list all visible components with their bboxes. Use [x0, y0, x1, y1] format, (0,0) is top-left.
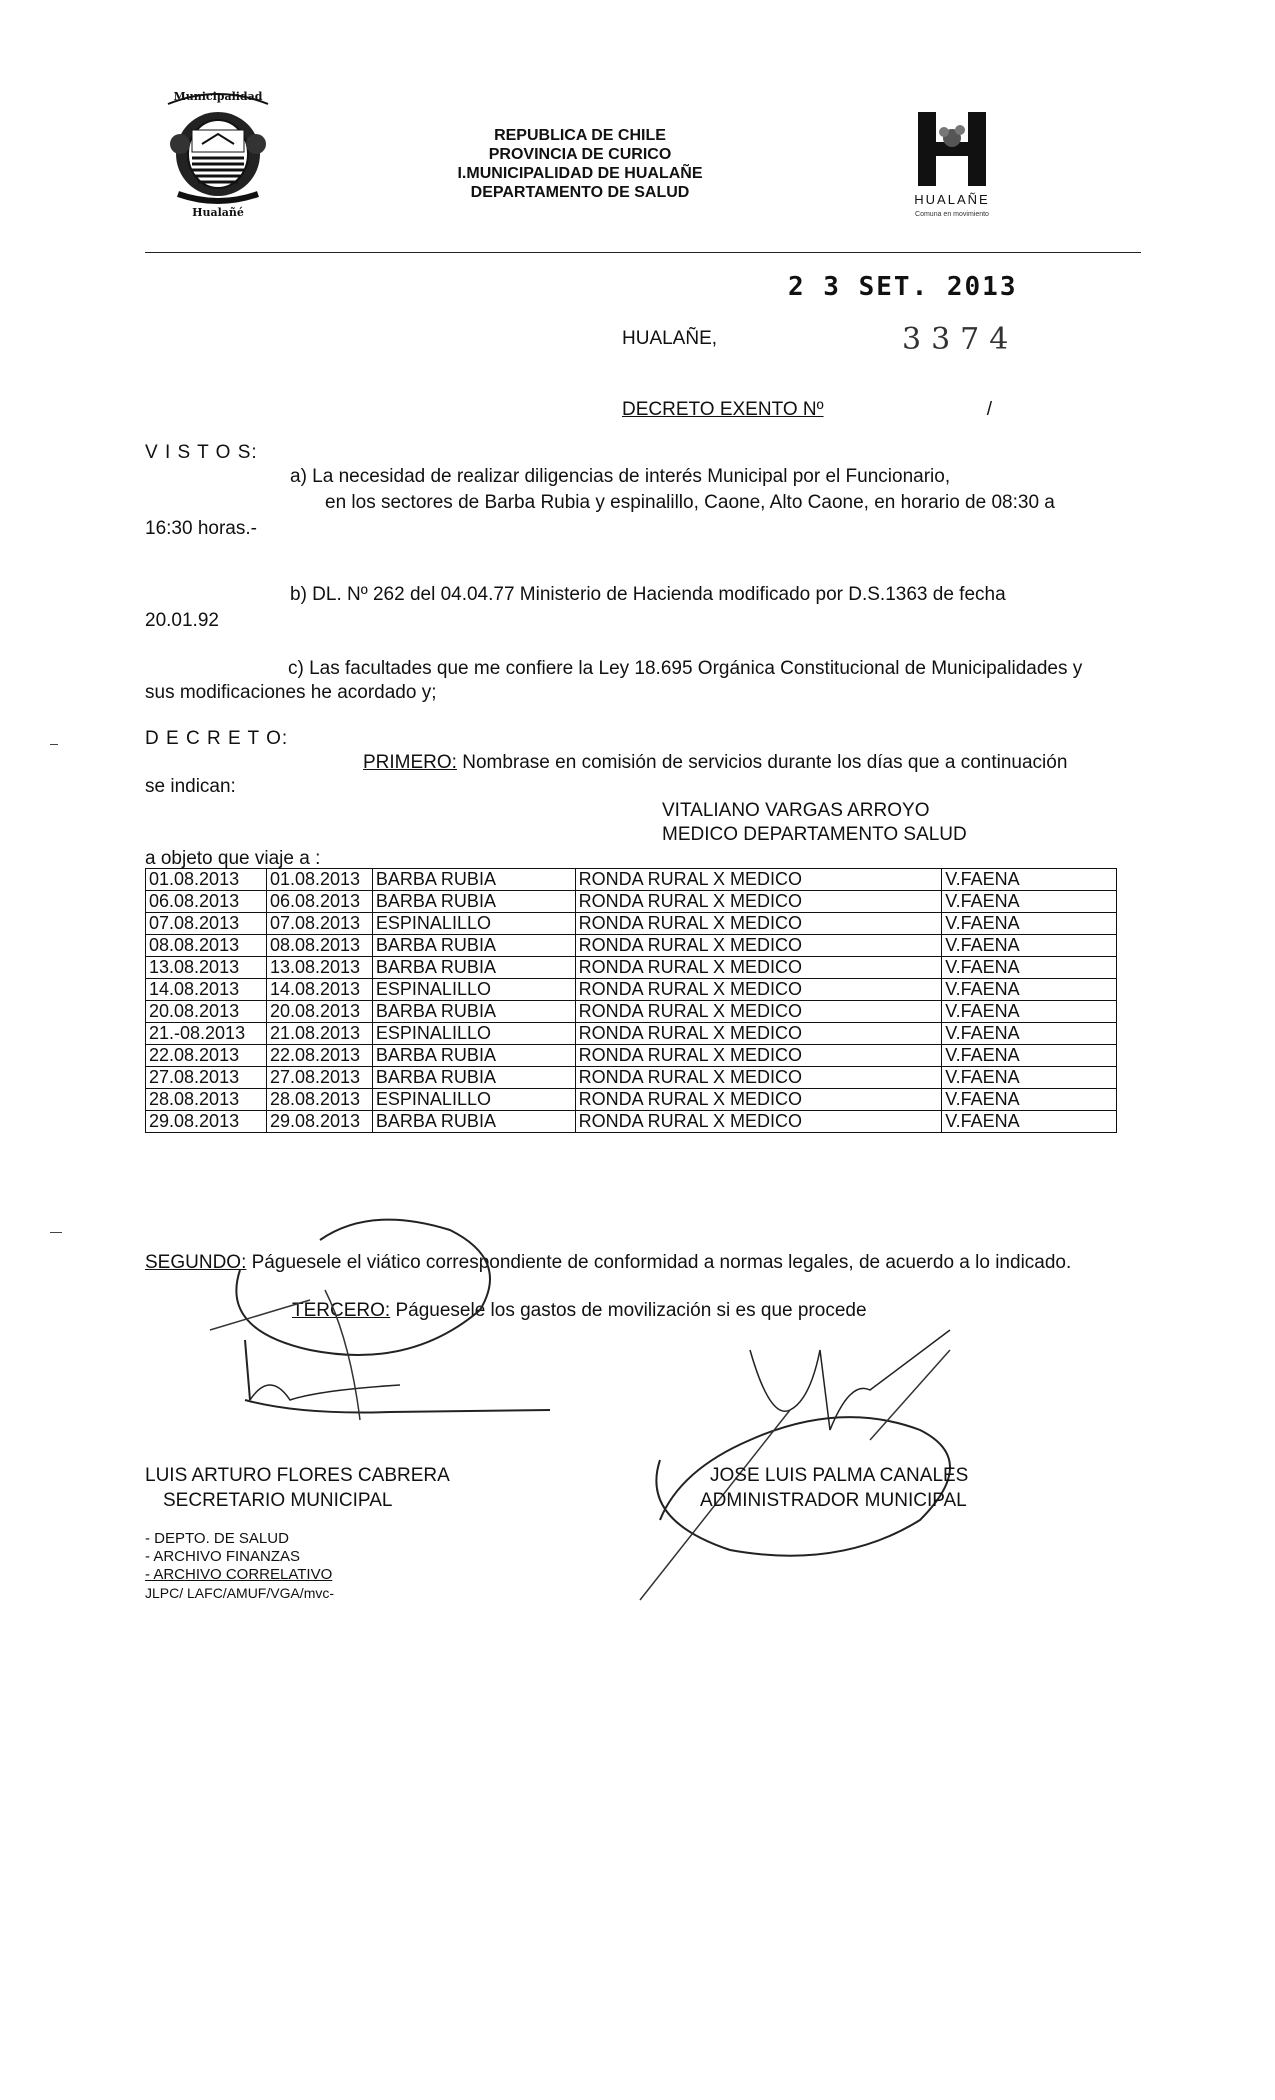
secretary-signature	[150, 1200, 570, 1430]
trip-cell-to: 27.08.2013	[266, 1067, 372, 1089]
trip-cell-vehicle: V.FAENA	[942, 1045, 1117, 1067]
trip-cell-to: 28.08.2013	[266, 1089, 372, 1111]
tercero-label: TERCERO:	[292, 1300, 391, 1321]
trip-cell-purpose: RONDA RURAL X MEDICO	[575, 869, 942, 891]
segundo-label: SEGUNDO:	[145, 1252, 247, 1273]
trip-cell-to: 06.08.2013	[266, 891, 372, 913]
primero-text: Nombrase en comisión de servicios durante los días que a continuación	[456, 752, 1068, 773]
administrator-signature	[620, 1290, 1000, 1630]
header-institution-block	[420, 126, 740, 202]
trip-cell-purpose: RONDA RURAL X MEDICO	[575, 1023, 942, 1045]
trip-cell-place: ESPINALILLO	[372, 913, 575, 935]
trip-row	[146, 1045, 1117, 1067]
trips-table	[145, 868, 1117, 1133]
trip-cell-place: BARBA RUBIA	[372, 935, 575, 957]
trip-cell-to: 01.08.2013	[266, 869, 372, 891]
trip-cell-purpose: RONDA RURAL X MEDICO	[575, 1111, 942, 1133]
hualane-logo-tagline: Comuna en movimiento	[915, 211, 989, 218]
trip-row	[146, 1023, 1117, 1045]
trip-cell-purpose: RONDA RURAL X MEDICO	[575, 891, 942, 913]
trip-cell-vehicle: V.FAENA	[942, 979, 1117, 1001]
trip-row	[146, 957, 1117, 979]
trip-row	[146, 979, 1117, 1001]
tercero-text: Páguesele los gastos de movilización si es que procede	[390, 1300, 867, 1321]
trip-row	[146, 1067, 1117, 1089]
trip-row	[146, 913, 1117, 935]
trip-cell-purpose: RONDA RURAL X MEDICO	[575, 1067, 942, 1089]
trip-cell-purpose: RONDA RURAL X MEDICO	[575, 957, 942, 979]
trip-row	[146, 869, 1117, 891]
trip-cell-from: 01.08.2013	[146, 869, 267, 891]
hualane-logo-icon	[900, 108, 1004, 220]
trip-cell-purpose: RONDA RURAL X MEDICO	[575, 1001, 942, 1023]
header-line-department: DEPARTAMENTO DE SALUD	[470, 184, 690, 201]
trip-cell-place: BARBA RUBIA	[372, 957, 575, 979]
segundo-text: Páguesele el viático correspondiente de conformidad a normas legales, de acuerdo a lo indicado.	[246, 1252, 1072, 1273]
trip-cell-vehicle: V.FAENA	[942, 935, 1117, 957]
trip-cell-from: 08.08.2013	[146, 935, 267, 957]
header-line-municipality: I.MUNICIPALIDAD DE HUALAÑE	[457, 165, 703, 182]
trip-cell-place: BARBA RUBIA	[372, 869, 575, 891]
trip-cell-place: ESPINALILLO	[372, 1023, 575, 1045]
margin-mark	[50, 1232, 62, 1233]
distribution-item-finance: - ARCHIVO FINANZAS	[145, 1548, 301, 1565]
header-line-province: PROVINCIA DE CURICO	[488, 146, 672, 163]
primero-continuation: se indican:	[145, 776, 236, 797]
trip-cell-vehicle: V.FAENA	[942, 869, 1117, 891]
distribution-initials: JLPC/ LAFC/AMUF/VGA/mvc-	[145, 1585, 335, 1601]
coat-of-arms-top-text: Municipalidad	[173, 90, 263, 103]
trip-cell-to: 13.08.2013	[266, 957, 372, 979]
trip-cell-place: BARBA RUBIA	[372, 891, 575, 913]
trip-row	[146, 1111, 1117, 1133]
vistos-b-line1: b) DL. Nº 262 del 04.04.77 Ministerio de Hacienda modificado por D.S.1363 de fecha	[290, 584, 1006, 605]
distribution-item-correlative: - ARCHIVO CORRELATIVO	[145, 1566, 333, 1583]
place-label: HUALAÑE,	[622, 328, 718, 349]
distribution-list	[145, 1530, 334, 1602]
trip-cell-vehicle: V.FAENA	[942, 891, 1117, 913]
trip-cell-from: 29.08.2013	[146, 1111, 267, 1133]
trip-cell-from: 27.08.2013	[146, 1067, 267, 1089]
decree-title-slash: /	[986, 399, 992, 420]
trip-cell-vehicle: V.FAENA	[942, 913, 1117, 935]
trip-cell-to: 29.08.2013	[266, 1111, 372, 1133]
trip-cell-vehicle: V.FAENA	[942, 957, 1117, 979]
trip-cell-vehicle: V.FAENA	[942, 1001, 1117, 1023]
trip-cell-place: BARBA RUBIA	[372, 1045, 575, 1067]
coat-of-arms-icon	[158, 84, 278, 220]
trip-cell-place: ESPINALILLO	[372, 1089, 575, 1111]
trip-cell-place: BARBA RUBIA	[372, 1067, 575, 1089]
trip-cell-purpose: RONDA RURAL X MEDICO	[575, 979, 942, 1001]
trip-cell-from: 28.08.2013	[146, 1089, 267, 1111]
administrator-name: JOSE LUIS PALMA CANALES	[710, 1465, 969, 1486]
administrator-title: ADMINISTRADOR MUNICIPAL	[700, 1490, 967, 1511]
header-line-country: REPUBLICA DE CHILE	[494, 127, 666, 144]
vistos-a-line1: a) La necesidad de realizar diligencias de interés Municipal por el Funcionario,	[290, 466, 951, 487]
margin-mark	[50, 744, 58, 745]
trip-cell-purpose: RONDA RURAL X MEDICO	[575, 1089, 942, 1111]
received-date-stamp: 2 3 SET. 2013	[788, 272, 1018, 302]
table-intro: a objeto que viaje a :	[145, 848, 321, 869]
vistos-a-line2: en los sectores de Barba Rubia y espinalillo, Caone, Alto Caone, en horario de 08:30 a	[325, 492, 1055, 513]
trip-row	[146, 1001, 1117, 1023]
trip-row	[146, 935, 1117, 957]
official-role: MEDICO DEPARTAMENTO SALUD	[662, 824, 967, 845]
decree-title-text: DECRETO EXENTO Nº	[622, 399, 824, 420]
trip-cell-to: 20.08.2013	[266, 1001, 372, 1023]
coat-of-arms-bottom-text: Hualañé	[192, 206, 244, 219]
decree-number-handwritten: 3374	[902, 322, 1019, 357]
trip-cell-to: 22.08.2013	[266, 1045, 372, 1067]
trip-cell-vehicle: V.FAENA	[942, 1067, 1117, 1089]
vistos-c-line2: sus modificaciones he acordado y;	[145, 682, 437, 703]
primero-label: PRIMERO:	[363, 752, 457, 773]
trip-cell-from: 14.08.2013	[146, 979, 267, 1001]
vistos-c-line1: c) Las facultades que me confiere la Ley 18.695 Orgánica Constitucional de Municipalidades y	[288, 658, 1083, 679]
hualane-logo-name: HUALAÑE	[914, 192, 990, 207]
trip-cell-place: BARBA RUBIA	[372, 1111, 575, 1133]
vistos-b-line2: 20.01.92	[145, 610, 219, 631]
hualane-logo	[900, 108, 1004, 220]
municipal-coat-of-arms	[158, 84, 278, 220]
trip-cell-from: 21.-08.2013	[146, 1023, 267, 1045]
trip-cell-purpose: RONDA RURAL X MEDICO	[575, 913, 942, 935]
vistos-a-line3: 16:30 horas.-	[145, 518, 257, 539]
official-name: VITALIANO VARGAS ARROYO	[662, 800, 930, 821]
trip-cell-from: 20.08.2013	[146, 1001, 267, 1023]
trip-cell-from: 22.08.2013	[146, 1045, 267, 1067]
vistos-label: V I S T O S:	[145, 442, 258, 463]
trip-cell-from: 06.08.2013	[146, 891, 267, 913]
trip-cell-vehicle: V.FAENA	[942, 1089, 1117, 1111]
trip-cell-to: 07.08.2013	[266, 913, 372, 935]
trip-cell-purpose: RONDA RURAL X MEDICO	[575, 935, 942, 957]
trip-cell-place: BARBA RUBIA	[372, 1001, 575, 1023]
trip-cell-from: 07.08.2013	[146, 913, 267, 935]
trip-cell-to: 14.08.2013	[266, 979, 372, 1001]
trip-cell-vehicle: V.FAENA	[942, 1023, 1117, 1045]
primero-paragraph	[363, 752, 1067, 774]
trips-table-body	[146, 869, 1117, 1133]
decreto-label: D E C R E T O:	[145, 728, 289, 749]
trip-row	[146, 891, 1117, 913]
distribution-item-health: - DEPTO. DE SALUD	[145, 1530, 289, 1547]
trip-row	[146, 1089, 1117, 1111]
secretary-name: LUIS ARTURO FLORES CABRERA	[145, 1465, 450, 1486]
trip-cell-place: ESPINALILLO	[372, 979, 575, 1001]
trip-cell-vehicle: V.FAENA	[942, 1111, 1117, 1133]
trip-cell-to: 08.08.2013	[266, 935, 372, 957]
secretary-title: SECRETARIO MUNICIPAL	[163, 1490, 393, 1511]
trip-cell-from: 13.08.2013	[146, 957, 267, 979]
trip-cell-purpose: RONDA RURAL X MEDICO	[575, 1045, 942, 1067]
decree-title	[622, 399, 992, 421]
header-divider	[145, 252, 1141, 253]
trip-cell-to: 21.08.2013	[266, 1023, 372, 1045]
